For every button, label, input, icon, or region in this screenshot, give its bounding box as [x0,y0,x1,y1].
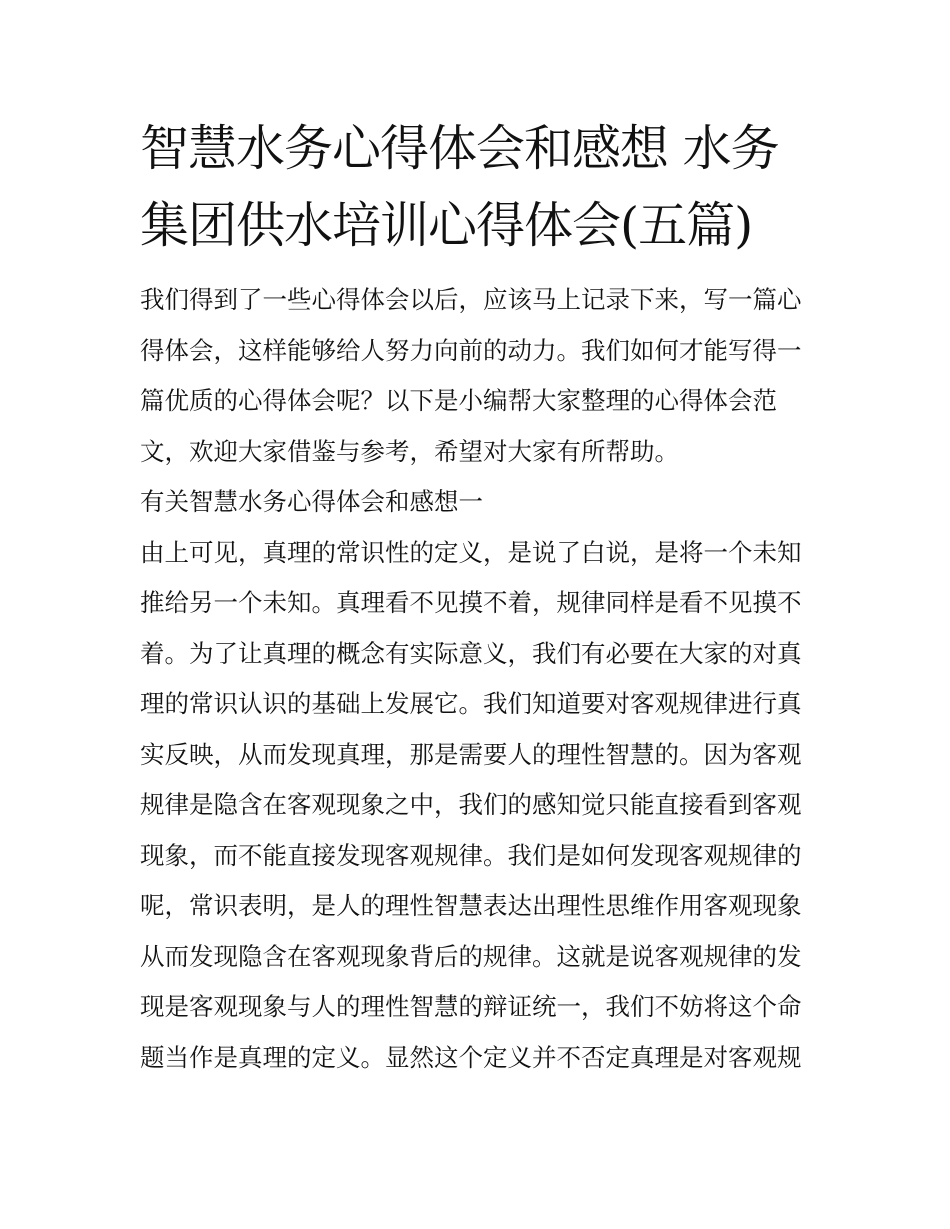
section-heading: 有关智慧水务心得体会和感想一 [140,487,483,516]
paragraph-line: 现是客观现象与人的理性智慧的辩证统一，我们不妨将这个命 [140,992,802,1021]
intro-line: 文，欢迎大家借鉴与参考，希望对大家有所帮助。 [140,436,679,466]
paragraph-line: 呢，常识表明，是人的理性智慧表达出理性思维作用客观现象 [140,891,802,920]
paragraph-line: 题当作是真理的定义。显然这个定义并不否定真理是对客观规 [140,1042,802,1072]
paragraph-line: 推给另一个未知。真理看不见摸不着，规律同样是看不见摸不 [140,588,802,617]
document-body [140,275,840,1083]
paragraph-line: 从而发现隐含在客观现象背后的规律。这就是说客观规律的发 [140,941,802,971]
title-line: 智慧水务心得体会和感想 水务 [140,120,779,177]
intro-line: 得体会，这样能够给人努力向前的动力。我们如何才能写得一 [140,335,802,365]
paragraph-line: 着。为了让真理的概念有实际意义，我们有必要在大家的对真 [140,638,802,668]
title-line: 集团供水培训心得体会(五篇) [140,197,753,254]
paragraph-line: 实反映，从而发现真理，那是需要人的理性智慧的。因为客观 [140,739,802,769]
document-title [140,110,840,264]
intro-line: 篇优质的心得体会呢？以下是小编帮大家整理的心得体会范 [140,386,777,415]
paragraph-line: 由上可见，真理的常识性的定义，是说了白说，是将一个未知 [140,537,802,567]
paragraph-line: 理的常识认识的基础上发展它。我们知道要对客观规律进行真 [140,689,802,718]
intro-line: 我们得到了一些心得体会以后，应该马上记录下来，写一篇心 [140,285,802,314]
paragraph-line: 现象，而不能直接发现客观规律。我们是如何发现客观规律的 [140,840,802,870]
paragraph-line: 规律是隐含在客观现象之中，我们的感知觉只能直接看到客观 [140,790,802,819]
